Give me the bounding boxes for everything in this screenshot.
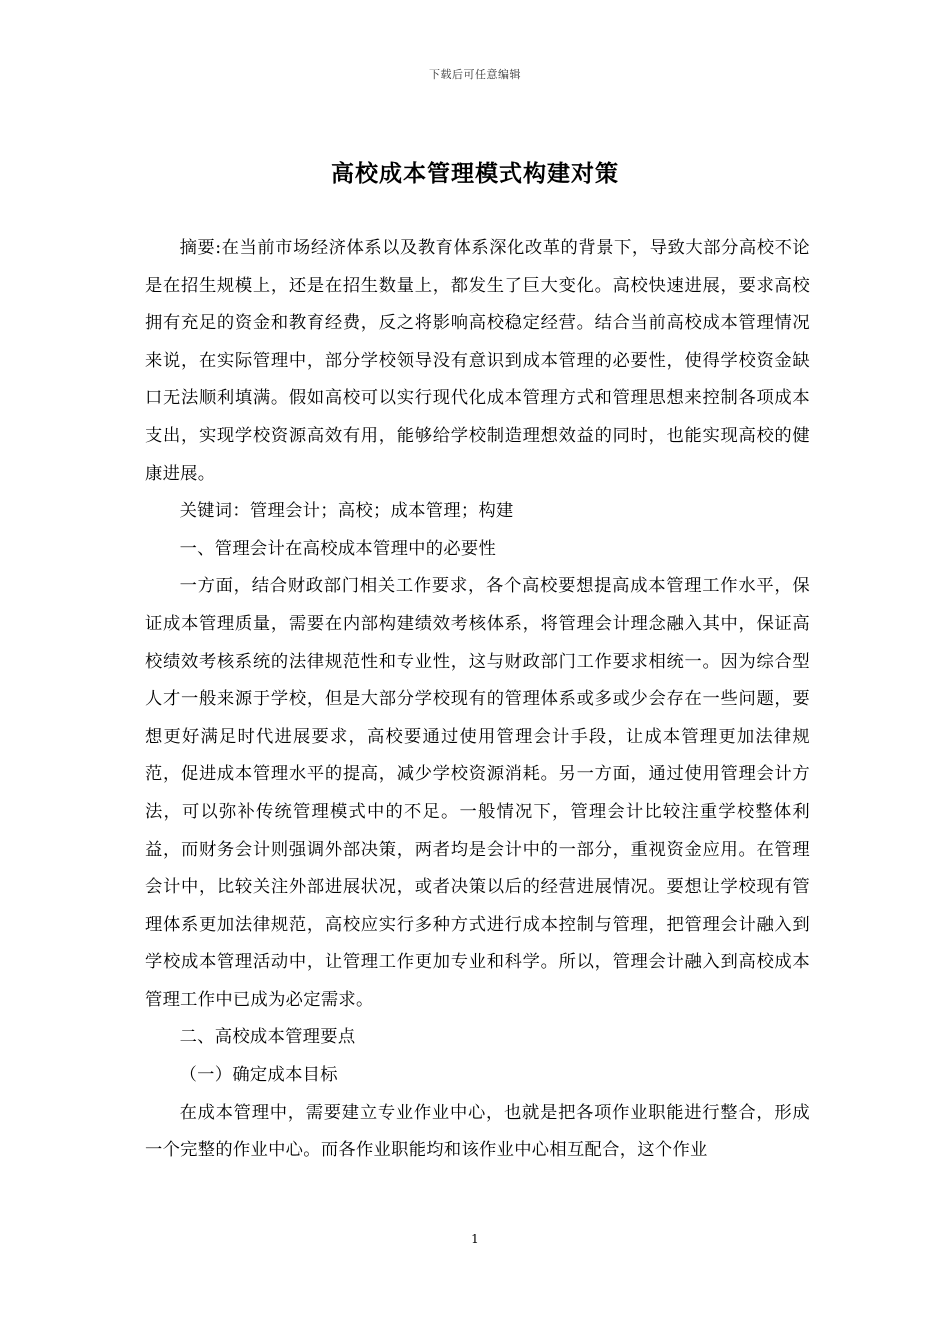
subsection-heading-1: （一）确定成本目标: [179, 1065, 338, 1086]
abstract-paragraph: 摘要:在当前市场经济体系以及教育体系深化改革的背景下，导致大部分高校不论是在招生规模上，还是在招生数量上，都发生了巨大变化。高校快速进展，要求高校拥有充足的资金和教育经费，反之将影响高校稳定经营。结合当前高校成本管理情况来说，在实际管理中，部分学校领导没有意识到成本管理的必要性，使得学校资金缺口无法顺利填满。假如高校可以实行现代化成本管理方式和管理思想来控制各项成本支出，实现学校资源高效有用，能够给学校制造理想效益的同时，也能实现高校的健康进展。: [145, 238, 810, 484]
page-number: 1: [471, 1232, 479, 1246]
header-note: 下载后可任意编辑: [429, 68, 521, 81]
section-heading-1: 一、管理会计在高校成本管理中的必要性: [179, 538, 497, 559]
keywords-paragraph: 关键词：管理会计；高校；成本管理；构建: [179, 501, 514, 522]
document-title: 高校成本管理模式构建对策: [331, 160, 619, 187]
section-heading-2: 二、高校成本管理要点: [179, 1027, 356, 1048]
body-paragraph: 一方面，结合财政部门相关工作要求，各个高校要想提高成本管理工作水平，保证成本管理质量，需要在内部构建绩效考核体系，将管理会计理念融入其中，保证高校绩效考核系统的法律规范性和专业性，这与财政部门工作要求相统一。因为综合型人才一般来源于学校，但是大部分学校现有的管理体系或多或少会存在一些问题，要想更好满足时代进展要求，高校要通过使用管理会计手段，让成本管理更加法律规范，促进成本管理水平的提高，减少学校资源消耗。另一方面，通过使用管理会计方法，可以弥补传统管理模式中的不足。一般情况下，管理会计比较注重学校整体利益，而财务会计则强调外部决策，两者均是会计中的一部分，重视资金应用。在管理会计中，比较关注外部进展状况，或者决策以后的经营进展情况。要想让学校现有管理体系更加法律规范，高校应实行多种方式进行成本控制与管理，把管理会计融入到学校成本管理活动中，让管理工作更加专业和科学。所以，管理会计融入到高校成本管理工作中已成为必定需求。: [145, 576, 810, 1010]
body-paragraph: 在成本管理中，需要建立专业作业中心，也就是把各项作业职能进行整合，形成一个完整的作业中心。而各作业职能均和该作业中心相互配合，这个作业: [145, 1102, 810, 1161]
document-body: [145, 230, 810, 1170]
